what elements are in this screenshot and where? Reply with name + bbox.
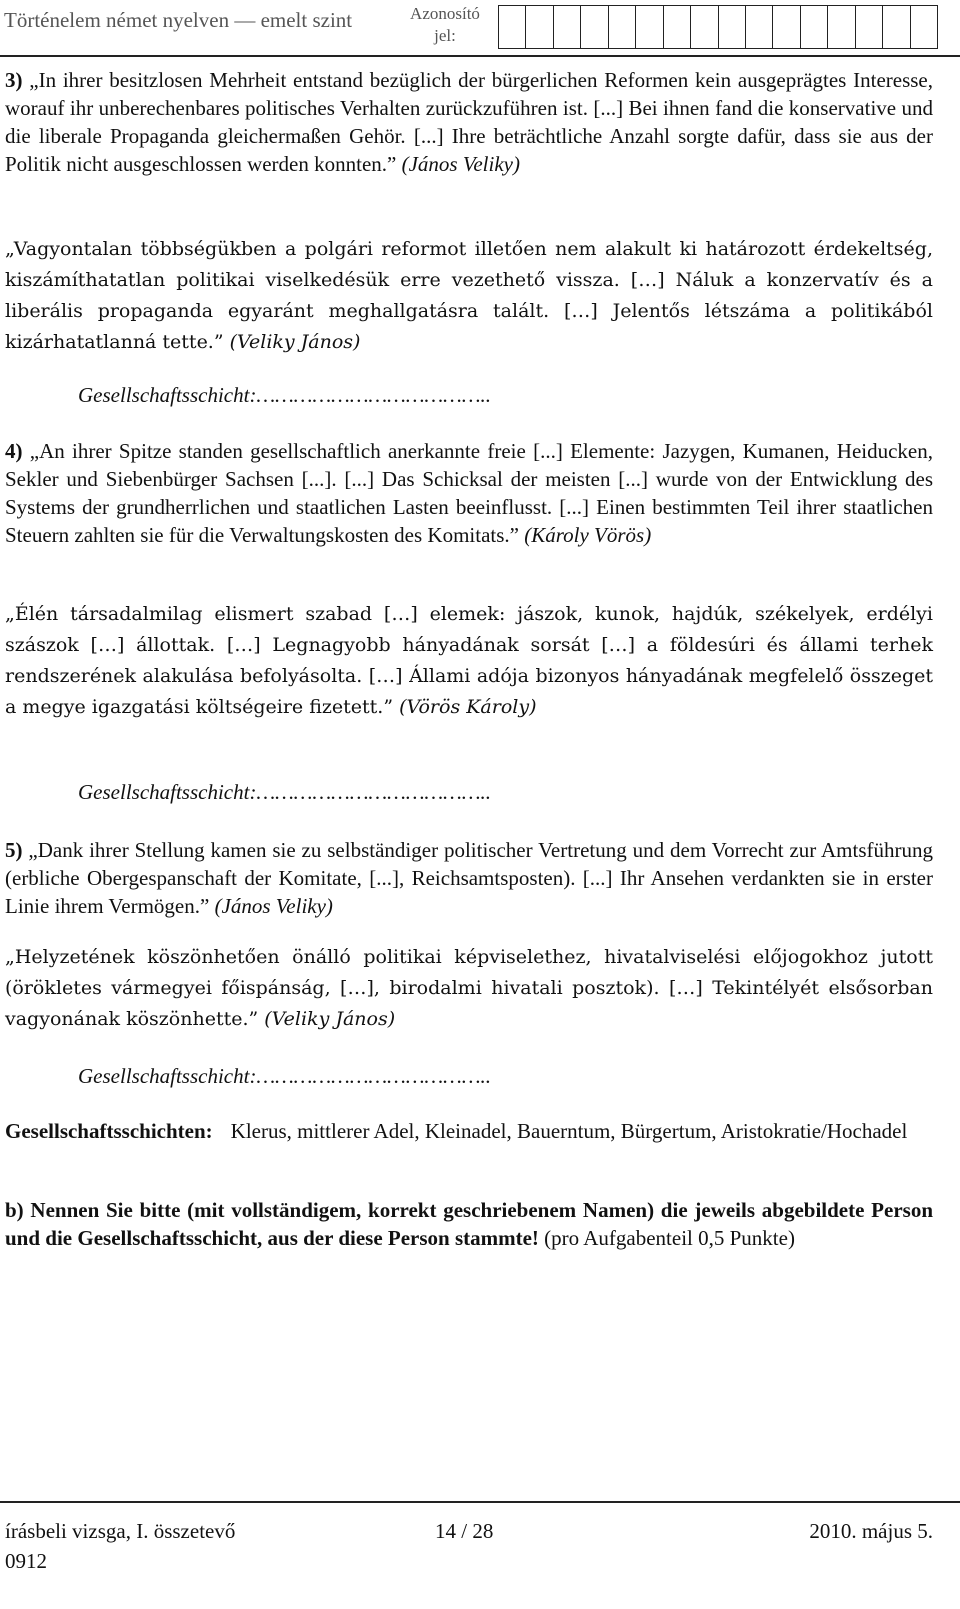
id-box — [554, 6, 581, 48]
task-b-points: (pro Aufgabenteil 0,5 Punkte) — [538, 1226, 795, 1250]
quote-text: „Vagyontalan többségükben a polgári reformot illetően nem alakult ki határozott érdekeltség, kiszámíthatatlan politikai viselkedésük erre vezethető vissza. […] Náluk a konzervatív és a liberális propaganda egyaránt meghallgatásra talált. […] Jelentős létszáma a politikából kizárhatatlanná tette.” — [5, 238, 933, 353]
header-divider — [0, 55, 960, 57]
quote-author: (Veliky János) — [229, 331, 361, 353]
id-box — [801, 6, 828, 48]
id-label: Azonosító jel: — [410, 4, 480, 45]
id-box — [581, 6, 608, 48]
quote-text: „An ihrer Spitze standen gesellschaftlich anerkannte freie [...] Elemente: Jazygen, Kumanen, Heiducken, Sekler und Siebenbürger Sachsen [...]. [...] Das Schicksal der meisten [...] wurde von der Entwicklung des Systems der grundherrlichen und staatlichen Lasten beeinflusst. [...] Einen bestimmten Teil ihrer staatlichen Steuern zahlten sie für die Verwaltungskosten des Komitats.” — [5, 439, 933, 547]
quote-author: (János Veliky) — [401, 152, 520, 176]
question-number: 5) — [5, 838, 23, 862]
task-b-bold: b) Nennen Sie bitte (mit vollständigem, korrekt geschriebenem Namen) die jeweils abgebildete Person und die Gesellschaftsschicht, aus der diese Person stammte! — [5, 1198, 933, 1250]
question-5-hungarian — [5, 942, 933, 1035]
id-box — [719, 6, 746, 48]
page-footer — [5, 1517, 933, 1547]
quote-text: „Helyzetének köszönhetően önálló politikai képviselethez, hivatalviselési előjogokhoz jutott (örökletes vármegyei főispánság, […], birodalmi hivatali posztok). […] Tekintélyét elsősorban vagyonának köszönhette.” — [5, 946, 933, 1030]
id-box — [883, 6, 910, 48]
id-box — [911, 6, 937, 48]
id-box — [856, 6, 883, 48]
quote-author: (Vörös Károly) — [399, 696, 537, 718]
strata-label: Gesellschaftsschichten: — [5, 1119, 213, 1143]
quote-text: „In ihrer besitzlosen Mehrheit entstand bezüglich der bürgerlichen Reformen kein ausgeprägtes Interesse, worauf ihr unberechenbares politisches Verhalten zurückzuführen ist. [...] Bei ihnen fand die konservative und die liberale Propaganda gleichermaßen Gehör. [...] Ihre beträchtliche Anzahl sorgte dafür, dass sie aus der Politik nicht ausgeschlossen werden konnten.” — [5, 68, 933, 176]
question-5-german — [5, 836, 933, 920]
id-box — [499, 6, 526, 48]
footer-exam-label: írásbeli vizsga, I. összetevő — [5, 1519, 236, 1543]
id-box — [773, 6, 800, 48]
answer-line-4[interactable]: Gesellschaftsschicht:……………………………….. — [78, 780, 492, 804]
question-number: 4) — [5, 439, 23, 463]
quote-text: „Dank ihrer Stellung kamen sie zu selbständiger politischer Vertretung und dem Vorrecht zur Amtsführung (erbliche Obergespanschaft der Komitate, [...], Reichsamtsposten). [...] Ihr Ansehen verdankten sie in erster Linie ihrem Vermögen.” — [5, 838, 933, 918]
id-box — [636, 6, 663, 48]
question-4-german — [5, 437, 933, 549]
strata-options: Klerus, mittlerer Adel, Kleinadel, Bauerntum, Bürgertum, Aristokratie/Hochadel — [230, 1119, 908, 1143]
exam-code: 0912 — [5, 1549, 47, 1573]
id-box — [691, 6, 718, 48]
exam-date: 2010. május 5. — [809, 1519, 933, 1543]
task-b-instruction — [5, 1196, 933, 1252]
question-3-german — [5, 66, 933, 178]
footer-divider — [0, 1501, 960, 1503]
question-3-hungarian — [5, 234, 933, 358]
answer-line-5[interactable]: Gesellschaftsschicht:……………………………….. — [78, 1064, 492, 1088]
page-header — [0, 0, 960, 52]
id-box — [526, 6, 553, 48]
social-strata-list — [5, 1117, 933, 1145]
id-boxes — [498, 5, 938, 49]
id-box — [664, 6, 691, 48]
question-number: 3) — [5, 68, 23, 92]
quote-text: „Élén társadalmilag elismert szabad […] elemek: jászok, kunok, hajdúk, székelyek, erdélyi szászok […] állottak. […] Legnagyobb hányadának sorsát […] a földesúri és állami terhek rendszerének alakulása befolyásolta. […] Állami adója bizonyos hányadának megfelelő összeget a megye igazgatási költségeire fizetett.” — [5, 603, 933, 718]
quote-author: (Veliky János) — [264, 1008, 396, 1030]
question-4-hungarian — [5, 599, 933, 723]
id-box — [746, 6, 773, 48]
page-number: 14 / 28 — [435, 1519, 494, 1543]
quote-author: (Károly Vörös) — [524, 523, 652, 547]
quote-author: (János Veliky) — [214, 894, 333, 918]
header-title: Történelem német nyelven — emelt szint — [4, 8, 353, 32]
id-box — [609, 6, 636, 48]
id-box — [828, 6, 855, 48]
answer-line-3[interactable]: Gesellschaftsschicht:……………………………….. — [78, 383, 492, 407]
